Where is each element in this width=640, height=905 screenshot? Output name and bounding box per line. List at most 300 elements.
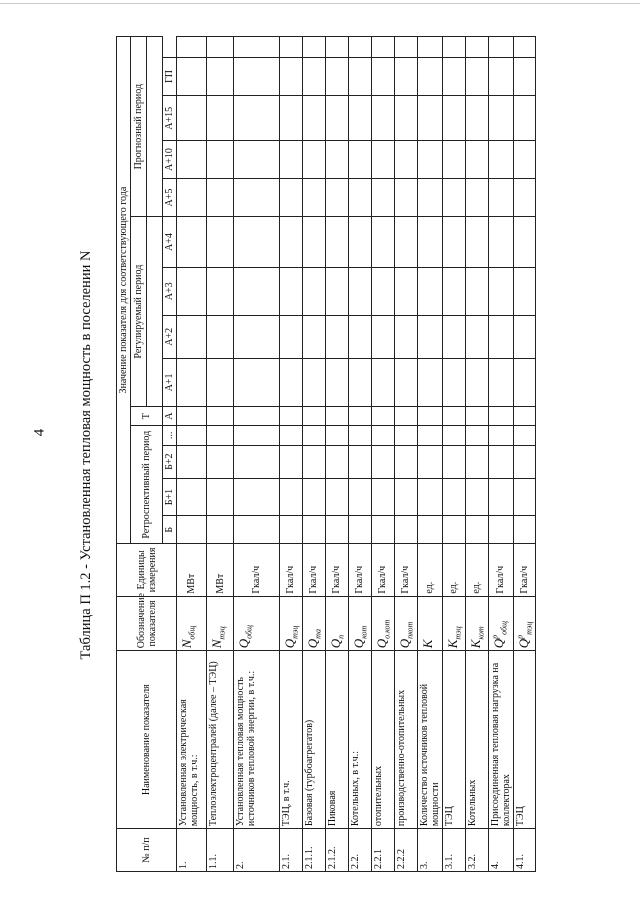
symbol-superscript: р xyxy=(490,634,500,639)
row-name: Базовая (турбоагрегатов) xyxy=(302,651,325,829)
value-cell xyxy=(280,96,303,141)
value-cell xyxy=(442,445,465,478)
table-row xyxy=(442,37,465,872)
row-unit: Гкал/ч xyxy=(488,544,513,597)
value-cell xyxy=(488,426,513,445)
header-symbol: Обозначение показателя xyxy=(117,596,177,651)
row-num: 4. xyxy=(488,829,513,872)
symbol-subscript: тэц xyxy=(453,626,463,640)
value-cell xyxy=(234,426,280,445)
row-name: Пиковая xyxy=(325,651,348,829)
value-cell xyxy=(280,516,303,544)
year-cell: А+10 xyxy=(163,141,177,179)
value-cell xyxy=(513,445,536,478)
value-cell xyxy=(513,358,536,406)
value-cell xyxy=(207,478,234,516)
year-cell: Б+1 xyxy=(163,478,177,516)
row-num: 2.2. xyxy=(348,829,371,872)
value-cell xyxy=(348,141,371,179)
row-unit: Гкал/ч xyxy=(371,544,394,597)
value-cell xyxy=(280,315,303,358)
value-cell xyxy=(302,57,325,96)
value-cell xyxy=(394,445,417,478)
value-cell xyxy=(371,406,394,425)
row-num: 1. xyxy=(177,829,207,872)
value-cell xyxy=(302,141,325,179)
value-cell xyxy=(371,217,394,267)
row-unit: МВт xyxy=(177,544,207,597)
symbol-base: Q xyxy=(396,638,412,649)
value-cell xyxy=(465,358,488,406)
value-cell xyxy=(280,426,303,445)
value-cell xyxy=(488,516,513,544)
value-cell xyxy=(394,315,417,358)
value-cell xyxy=(394,141,417,179)
symbol-subscript: п xyxy=(336,634,346,639)
year-cell: А+3 xyxy=(163,267,177,315)
year-cell: А+2 xyxy=(163,315,177,358)
table-row xyxy=(348,37,371,872)
page-number: 4 xyxy=(31,428,48,437)
value-cell xyxy=(302,358,325,406)
value-cell xyxy=(325,178,348,217)
row-unit: Гкал/ч xyxy=(394,544,417,597)
value-cell xyxy=(177,358,207,406)
value-cell xyxy=(207,445,234,478)
header-values-group: Значение показателя для соответствующего года xyxy=(117,37,131,544)
value-cell xyxy=(417,141,442,179)
value-cell xyxy=(394,57,417,96)
value-cell xyxy=(302,37,325,58)
value-cell xyxy=(417,445,442,478)
value-cell xyxy=(280,358,303,406)
row-symbol xyxy=(488,596,513,651)
symbol-formula xyxy=(351,625,369,649)
value-cell xyxy=(348,57,371,96)
symbol-subscript: кот xyxy=(359,625,369,639)
table-row xyxy=(207,37,234,872)
value-cell xyxy=(488,406,513,425)
value-cell xyxy=(371,37,394,58)
value-cell xyxy=(325,267,348,315)
value-cell xyxy=(325,445,348,478)
value-cell xyxy=(417,478,442,516)
header-num: № п/п xyxy=(117,829,177,872)
row-name: Теплоэлектроцентралей (далее – ТЭЦ) xyxy=(207,651,234,829)
value-cell xyxy=(348,358,371,406)
row-num: 3. xyxy=(417,829,442,872)
value-cell xyxy=(207,57,234,96)
value-cell xyxy=(207,358,234,406)
value-cell xyxy=(302,267,325,315)
value-cell xyxy=(442,57,465,96)
symbol-subscript: общ xyxy=(499,620,509,635)
value-cell xyxy=(234,37,280,58)
value-cell xyxy=(465,267,488,315)
symbol-formula xyxy=(328,634,346,649)
value-cell xyxy=(371,178,394,217)
value-cell xyxy=(177,141,207,179)
value-cell xyxy=(513,57,536,96)
row-name: ТЭЦ, в т.ч. xyxy=(280,651,303,829)
value-cell xyxy=(394,516,417,544)
symbol-base: Q xyxy=(351,638,367,649)
value-cell xyxy=(488,141,513,179)
row-symbol xyxy=(394,596,417,651)
value-cell xyxy=(417,426,442,445)
value-cell xyxy=(348,37,371,58)
value-cell xyxy=(394,267,417,315)
table-row xyxy=(280,37,303,872)
value-cell xyxy=(302,406,325,425)
year-cell: А+5 xyxy=(163,178,177,217)
row-name: отопительных xyxy=(371,651,394,829)
row-name: производственно-отопительных xyxy=(394,651,417,829)
value-cell xyxy=(302,96,325,141)
value-cell xyxy=(348,516,371,544)
table-row xyxy=(465,37,488,872)
value-cell xyxy=(207,178,234,217)
symbol-subscript: общ xyxy=(187,625,197,640)
value-cell xyxy=(442,178,465,217)
value-cell xyxy=(465,445,488,478)
value-cell xyxy=(207,217,234,267)
value-cell xyxy=(280,37,303,58)
header-name: Наименование показателя xyxy=(117,651,177,829)
symbol-formula xyxy=(444,626,463,649)
header-forecast-period: Прогнозный период xyxy=(131,37,147,217)
row-unit: Гкал/ч xyxy=(234,544,280,597)
value-cell xyxy=(417,406,442,425)
value-cell xyxy=(348,217,371,267)
row-unit: Гкал/ч xyxy=(325,544,348,597)
row-num: 1.1. xyxy=(207,829,234,872)
table-row xyxy=(394,37,417,872)
value-cell xyxy=(465,178,488,217)
value-cell xyxy=(465,426,488,445)
row-unit: Гкал/ч xyxy=(348,544,371,597)
value-cell xyxy=(325,37,348,58)
value-cell xyxy=(325,96,348,141)
row-unit: ед. xyxy=(417,544,442,597)
value-cell xyxy=(465,96,488,141)
value-cell xyxy=(280,178,303,217)
value-cell xyxy=(417,178,442,217)
row-name: Установленная тепловая мощность источников тепловой энергии, в т.ч.: xyxy=(234,651,280,829)
value-cell xyxy=(348,96,371,141)
table-row xyxy=(371,37,394,872)
row-symbol xyxy=(348,596,371,651)
value-cell xyxy=(465,516,488,544)
value-cell xyxy=(513,217,536,267)
value-cell xyxy=(234,96,280,141)
symbol-subscript: пкот xyxy=(405,621,415,639)
value-cell xyxy=(207,516,234,544)
value-cell xyxy=(417,57,442,96)
value-cell xyxy=(371,516,394,544)
symbol-subscript: тэц xyxy=(217,626,227,640)
value-cell xyxy=(513,96,536,141)
value-cell xyxy=(234,406,280,425)
value-cell xyxy=(394,478,417,516)
row-num: 2.1.2. xyxy=(325,829,348,872)
value-cell xyxy=(488,178,513,217)
symbol-formula xyxy=(467,626,486,649)
row-symbol xyxy=(513,596,536,651)
value-cell xyxy=(302,426,325,445)
value-cell xyxy=(207,315,234,358)
row-num: 3.2. xyxy=(465,829,488,872)
value-cell xyxy=(442,217,465,267)
value-cell xyxy=(371,445,394,478)
value-cell xyxy=(465,37,488,58)
value-cell xyxy=(442,141,465,179)
header-reg-period: Регулируемый период xyxy=(131,217,147,407)
symbol-subscript: тэц xyxy=(290,625,300,639)
value-cell xyxy=(207,406,234,425)
value-cell xyxy=(417,267,442,315)
row-symbol xyxy=(177,596,207,651)
header-reg-spacer xyxy=(147,217,163,407)
header-forecast-spacer xyxy=(147,37,163,217)
value-cell xyxy=(325,478,348,516)
year-cell: Б xyxy=(163,516,177,544)
year-cell: А+1 xyxy=(163,358,177,406)
value-cell xyxy=(325,406,348,425)
row-name: Котельных, в т.ч.: xyxy=(348,651,371,829)
value-cell xyxy=(488,96,513,141)
value-cell xyxy=(442,406,465,425)
value-cell xyxy=(234,478,280,516)
row-name: ТЭЦ xyxy=(442,651,465,829)
value-cell xyxy=(442,267,465,315)
symbol-subscript: тэц xyxy=(524,621,534,635)
value-cell xyxy=(234,358,280,406)
symbol-formula xyxy=(179,625,197,649)
symbol-base: Q xyxy=(515,638,531,649)
symbol-base: Q xyxy=(305,638,321,649)
symbol-formula xyxy=(236,624,254,649)
row-num: 2.1. xyxy=(280,829,303,872)
value-cell xyxy=(513,37,536,58)
value-cell xyxy=(325,358,348,406)
value-cell xyxy=(348,267,371,315)
symbol-base: N xyxy=(209,639,225,649)
symbol-base: N xyxy=(179,639,195,649)
year-cell: А+15 xyxy=(163,96,177,141)
symbol-base: K xyxy=(467,639,483,649)
header-unit: Единицы измерения xyxy=(117,544,177,597)
value-cell xyxy=(280,406,303,425)
value-cell xyxy=(348,426,371,445)
value-cell xyxy=(371,478,394,516)
row-num: 4.1. xyxy=(513,829,536,872)
value-cell xyxy=(513,141,536,179)
value-cell xyxy=(234,315,280,358)
value-cell xyxy=(177,267,207,315)
value-cell xyxy=(302,516,325,544)
symbol-formula xyxy=(490,620,509,649)
value-cell xyxy=(417,358,442,406)
value-cell xyxy=(488,358,513,406)
value-cell xyxy=(442,478,465,516)
symbol-base: K xyxy=(444,639,460,649)
symbol-formula xyxy=(374,619,392,649)
row-unit: Гкал/ч xyxy=(513,544,536,597)
value-cell xyxy=(280,267,303,315)
value-cell xyxy=(442,426,465,445)
year-cell: А xyxy=(163,406,177,425)
value-cell xyxy=(325,315,348,358)
value-cell xyxy=(348,445,371,478)
value-cell xyxy=(371,267,394,315)
year-cell: А+4 xyxy=(163,217,177,267)
value-cell xyxy=(325,516,348,544)
value-cell xyxy=(394,217,417,267)
value-cell xyxy=(394,406,417,425)
value-cell xyxy=(488,37,513,58)
value-cell xyxy=(394,178,417,217)
row-num: 2.2.1 xyxy=(371,829,394,872)
value-cell xyxy=(348,406,371,425)
value-cell xyxy=(488,217,513,267)
value-cell xyxy=(488,478,513,516)
value-cell xyxy=(465,141,488,179)
row-num: 2.2.2 xyxy=(394,829,417,872)
value-cell xyxy=(465,478,488,516)
row-symbol xyxy=(442,596,465,651)
table-row xyxy=(325,37,348,872)
row-symbol xyxy=(280,596,303,651)
symbol-base: Q xyxy=(236,638,252,649)
value-cell xyxy=(177,178,207,217)
value-cell xyxy=(394,37,417,58)
value-cell xyxy=(177,315,207,358)
value-cell xyxy=(488,315,513,358)
value-cell xyxy=(177,96,207,141)
symbol-base: Q xyxy=(374,638,390,649)
value-cell xyxy=(465,406,488,425)
table-row xyxy=(417,37,442,872)
value-cell xyxy=(280,478,303,516)
value-cell xyxy=(234,178,280,217)
year-cell: ГП xyxy=(163,57,177,96)
value-cell xyxy=(234,267,280,315)
row-name: Установленная электрическая мощность, в т.ч.: xyxy=(177,651,207,829)
value-cell xyxy=(302,217,325,267)
symbol-formula xyxy=(209,626,227,649)
value-cell xyxy=(371,358,394,406)
value-cell xyxy=(280,445,303,478)
value-cell xyxy=(302,478,325,516)
value-cell xyxy=(207,267,234,315)
value-cell xyxy=(513,267,536,315)
value-cell xyxy=(442,358,465,406)
value-cell xyxy=(207,141,234,179)
value-cell xyxy=(513,315,536,358)
row-num: 2. xyxy=(234,829,280,872)
row-num: 2.1.1. xyxy=(302,829,325,872)
symbol-formula xyxy=(515,621,534,649)
value-cell xyxy=(177,57,207,96)
value-cell xyxy=(177,445,207,478)
value-cell xyxy=(325,217,348,267)
row-name: Присоединенная тепловая нагрузка на коллекторах xyxy=(488,651,513,829)
power-table xyxy=(116,36,536,872)
value-cell xyxy=(417,217,442,267)
row-name: Количество источников тепловой мощности xyxy=(417,651,442,829)
value-cell xyxy=(417,96,442,141)
value-cell xyxy=(371,141,394,179)
value-cell xyxy=(177,426,207,445)
symbol-base: Q xyxy=(282,638,298,649)
row-symbol xyxy=(417,596,442,651)
year-cell: ... xyxy=(163,426,177,445)
value-cell xyxy=(207,96,234,141)
value-cell xyxy=(234,217,280,267)
value-cell xyxy=(488,267,513,315)
symbol-superscript: р xyxy=(515,634,525,639)
value-cell xyxy=(280,57,303,96)
table-row xyxy=(513,37,536,872)
value-cell xyxy=(442,516,465,544)
value-cell xyxy=(348,178,371,217)
value-cell xyxy=(417,315,442,358)
row-symbol xyxy=(325,596,348,651)
value-cell xyxy=(234,516,280,544)
value-cell xyxy=(488,445,513,478)
row-unit: Гкал/ч xyxy=(280,544,303,597)
value-cell xyxy=(465,315,488,358)
table-row xyxy=(488,37,513,872)
value-cell xyxy=(394,358,417,406)
row-unit: МВт xyxy=(207,544,234,597)
value-cell xyxy=(417,516,442,544)
row-name: ТЭЦ xyxy=(513,651,536,829)
table-body xyxy=(177,37,536,872)
value-cell xyxy=(442,315,465,358)
value-cell xyxy=(177,37,207,58)
value-cell xyxy=(280,217,303,267)
value-cell xyxy=(513,406,536,425)
row-num: 3.1. xyxy=(442,829,465,872)
row-symbol xyxy=(371,596,394,651)
row-unit: ед. xyxy=(465,544,488,597)
value-cell xyxy=(394,426,417,445)
value-cell xyxy=(394,96,417,141)
value-cell xyxy=(417,37,442,58)
table-row xyxy=(234,37,280,872)
value-cell xyxy=(325,141,348,179)
value-cell xyxy=(207,426,234,445)
value-cell xyxy=(371,426,394,445)
symbol-base: Q xyxy=(328,638,344,649)
value-cell xyxy=(302,315,325,358)
table-title: Таблица П 1.2 - Установленная тепловая мощность в поселении N xyxy=(78,250,94,660)
value-cell xyxy=(513,516,536,544)
symbol-formula xyxy=(420,640,435,649)
value-cell xyxy=(177,478,207,516)
value-cell xyxy=(371,315,394,358)
symbol-base: K xyxy=(419,639,435,649)
header-retro-period: Ретроспективный период xyxy=(131,426,163,544)
row-unit: Гкал/ч xyxy=(302,544,325,597)
row-name: Котельных xyxy=(465,651,488,829)
value-cell xyxy=(465,217,488,267)
table-row xyxy=(302,37,325,872)
value-cell xyxy=(442,37,465,58)
value-cell xyxy=(280,141,303,179)
